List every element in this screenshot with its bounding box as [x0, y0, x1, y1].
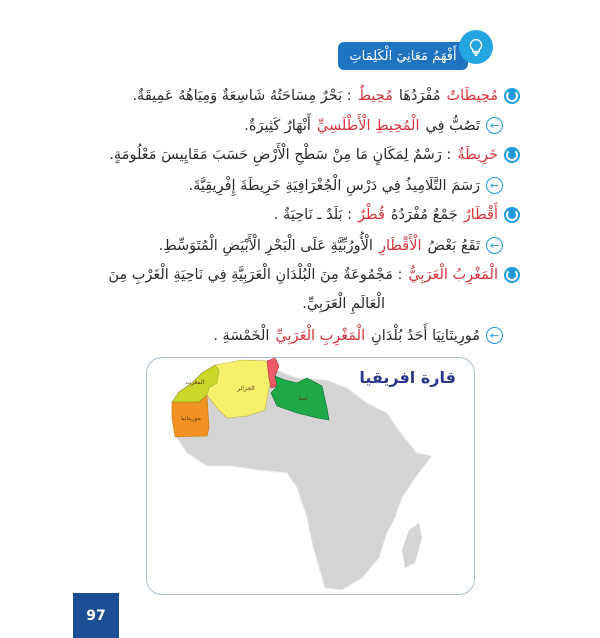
- entry-2-definition: خَرِيطَةٌ : رَسْمٌ لِمَكَانٍ مَا مِنْ سَطْحِ الْأَرْضِ حَسَبَ مَقَايِيسَ مَعْلُومَةٍ.: [109, 147, 520, 163]
- lightbulb-icon: [459, 30, 493, 64]
- entry-term: أَقْطَارٌ: [463, 207, 498, 223]
- entry-3-definition: أَقْطَارٌ جَمْعٌ مُفْرَدُهُ قُطْرٌ : بَلَدٌ ـ نَاحِيَةٌ .: [274, 207, 520, 223]
- section-title: أَفْهَمُ مَعَانِيَ الْكَلِمَاتِ: [349, 48, 457, 64]
- entry-term: خَرِيطَةٌ: [457, 147, 498, 163]
- bullet-circle-icon: [504, 147, 520, 163]
- africa-map-graphic: [147, 358, 474, 594]
- label-morocco: المغرب: [185, 379, 205, 386]
- entry-1-example: ← تَصُبُّ فِي الْمُحِيطِ الْأَطْلَسِيِّ أَنْهَارٌ كَثِيرَةٌ.: [244, 117, 503, 134]
- entry-3-example: ← تَقَعُ بَعْضُ الْأَقْطَارِ الْأُورُبِّيَّةِ عَلَى الْبَحْرِ الْأَبْيَضِ الْمُتَوَسِّطِ.: [159, 237, 503, 254]
- entry-2-example: ← رَسَمَ التَّلَامِيذُ فِي دَرْسِ الْجُغْرَافِيَةِ خَرِيطَةَ إِفْرِيقِيَّةَ.: [188, 177, 503, 194]
- entry-term: مُحِيطَاتٌ: [446, 88, 498, 104]
- section-header: [338, 42, 468, 70]
- africa-map: [146, 357, 475, 595]
- bullet-circle-icon: [504, 207, 520, 223]
- entry-term: الْمَغْرِبُ الْعَرَبِيُّ: [408, 267, 498, 283]
- arrow-left-icon: ←: [486, 117, 503, 134]
- entry-4-definition: الْمَغْرِبُ الْعَرَبِيُّ : مَجْمُوعَةٌ مِنَ الْبُلْدَانِ الْعَرَبِيَّةِ فِي نَاحِيَةِ الْغَرْبِ مِنَ: [108, 267, 520, 283]
- entry-1-definition: مُحِيطَاتٌ مُفْرَدُهَا مُحِيطٌ : بَحْرٌ مِسَاحَتُهُ شَاسِعَةٌ وَمِيَاهُهُ عَمِيقَةٌ.: [132, 88, 520, 104]
- map-title: قارة افريقيا: [359, 368, 456, 387]
- arrow-left-icon: ←: [486, 237, 503, 254]
- arrow-left-icon: ←: [486, 327, 503, 344]
- entry-4-definition-cont: الْعَالَمِ الْعَرَبِيِّ.: [302, 296, 385, 312]
- arrow-left-icon: ←: [486, 177, 503, 194]
- page-number: 97: [73, 593, 119, 638]
- label-libya: ليبيا: [298, 395, 308, 402]
- bullet-circle-icon: [504, 88, 520, 104]
- bullet-circle-icon: [504, 267, 520, 283]
- label-algeria: الجزائر: [237, 385, 255, 392]
- label-mauritania: موريتانيا: [181, 415, 201, 422]
- entry-4-example: ← مُورِيتَانِيَا أَحَدُ بُلْدَانِ الْمَغْرِبِ الْعَرَبِيِّ الْخَمْسَةِ .: [213, 327, 503, 344]
